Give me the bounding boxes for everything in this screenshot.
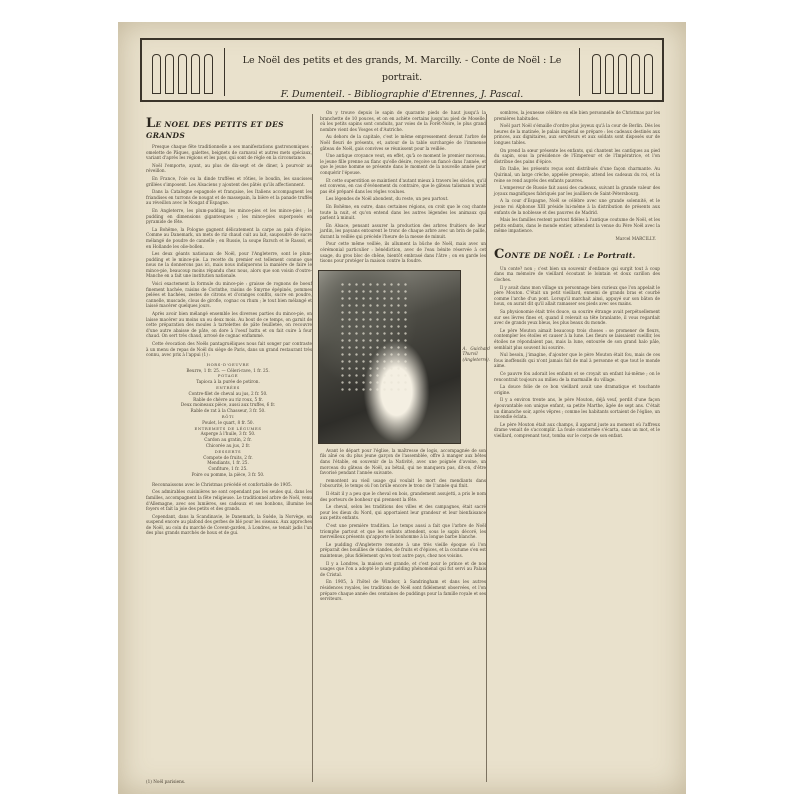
contents-line-2: F. Dumenteil. - Bibliographie d'Etrennes, J. Pascal. xyxy=(280,89,524,100)
paragraph: On prend la sœur présente les enfants, qui chantent les cantiques au pied du sapin, sous la présidence de l'Empereur et de l'Impératrice, et l'on distribue des pains d'épice. xyxy=(494,147,660,164)
paragraph: Et cette superstition se maintient d'autant mieux à travers les siècles, qu'il est convenu, en cas d'évènement du contraire, que le gâteau talisman n'avait pas été préparé dans les règles voulues. xyxy=(320,177,486,194)
masthead xyxy=(140,38,664,102)
caption: A. Guichard Thurvil (Angleterre). xyxy=(462,345,490,363)
paragraph: Sa physionomie était très douce, sa sourire étrange avait perpétuellement sur ses lèvres fines et, quand il relevait sa tête branlante, il vous regardait avec de grands yeux bleus, les plus beaux du monde. xyxy=(494,309,660,326)
paragraph: Noël part Noël s'émaille d'ordre plus joyeux qu'à la cour de Berlin. Dès les heures de la matinée, le palais impérial se prépare : les cadeaux destinés aux princes, aux dignitaires, aux serviteurs et aux soldats sont disposés sur de longues tables. xyxy=(494,123,660,145)
paragraph: En Bohême, en outre, dans certaines régions, on croit que le coq chante toute la nuit, et qu'on entend dans les autres légendes les animaux qui parlent à minuit. xyxy=(320,203,486,221)
paragraph: En 1905, à l'hôtel de Windsor, à Sandringham et dans les autres résidences royales, les traditions de Noël sont fidèlement observées, et l'on prépare chaque année des centaines de puddings pour la famille royale et ses serviteurs. xyxy=(320,579,486,602)
paragraph: Ces admirables cuisinières ne sont cependant pas les seules qui, dans les familles, accompagnent la fête religieuse. Le traditionnel arbre de Noël, venu d'Allemagne, avec ses lumières, ses cadeaux et ses bonbons, illumine les foyers et fait la joie des petits et des grands. xyxy=(146,489,312,512)
article-title: CONTE DE NOËL : Le Portrait. xyxy=(494,246,636,262)
paragraph: Le pudding d'Angleterre remonte à une très vieille époque où l'on préparait des bouillies de viandes, de fruits et d'épices, et la coutume s'en est maintenue, plus fidèlement qu'en tout autre pays, chez nos voisins. xyxy=(320,541,486,558)
paragraph: Les légendes de Noël abondent, du reste, un peu partout. xyxy=(326,196,449,202)
siege-menu: HORS-D'OEUVRE Beurre, 1 fr. 25. — Céleri-rave, 1 fr. 25. POTAGE Tapioca à la purée de potiron. ENTRÉES Contre-filet de cheval au jus, 2 fr. 50. Rable de chèvre au riz roux, 5 fr. Deux moineaux pièce, aussi aux truffes, 6 fr. Rable de rat à la Chasseur, 3 fr. 50. RÔTI Poulet, le quart, 8 fr. 50. ENTREMETS DE LÉGUMES Asperge à l'huile, 3 fr. 50. Cardon au gratin, 2 fr. Chicorée au jus, 2 fr. DESSERTS Compote de fruits, 2 fr. Mendiants, 1 fr. 25. Confiture, 1 fr. 25. Poire ou pomme, la pièce, 3 fr. 50. xyxy=(180,361,276,477)
paragraph: Il y a Londres, la maison est grande, et c'est pour le prince et de nos usages que l'on a adopté le plum-pudding phénoménal qui fut servi au Palais de Cristal. xyxy=(320,560,486,577)
paragraph: Noël l'emporte, ayant, au plus de dix-sept et de diner, à pourvoir au réveillon. xyxy=(146,162,312,174)
newspaper-page xyxy=(118,22,686,794)
paragraph: Reconnaissons avec le Christmas précédé et confortable de 1905. xyxy=(152,481,292,487)
paragraph: Une antique croyance veut, en effet, qu'à ce moment le premier morceau, le jeune fille prenne au flanc qu'elle désire, reçoive un fiancé dans l'année, et que le jeune homme se présente dans le moment de la nouvelle année pour conquérir l'épouse. xyxy=(320,153,486,175)
column-3 xyxy=(488,110,664,788)
article-title: LE NOEL DES PETITS ET DES GRANDS xyxy=(146,116,284,140)
paragraph: Pour cette même veillée, ils allument la bûche de Noël, mais avec un cérémonial particulier : bénédiction, avec de l'eau bénite réservée à cet usage, du gros bloc de chêne, bientôt embrasé dans l'âtre ; on en garde les tisons pour protéger la maison contre la foudre. xyxy=(320,241,486,264)
christmas-tree-illustration xyxy=(339,281,409,391)
contents-line-1: Le Noël des petits et des grands, M. Marcilly. - Conte de Noël : Le portrait. xyxy=(242,55,562,83)
paragraph: Nul besoin, j'imagine, d'ajouter que le père Mouton était fou, mais de ces fous inoffensifs qui n'ont jamais fait de mal à personne et que tout le monde aime. xyxy=(494,352,660,369)
paragraph: En France, l'oie ou la dinde truffées et rôties, le boudin, les saucisses grillées s'imposent. Les Alsaciens y ajoutent des pâtés qu'ils affectionnent. xyxy=(146,175,312,187)
paragraph: C'est une première tradition. Le temps aussi a fait que l'arbre de Noël triomphe partout et que les enfants attendent, sous le sapin décoré, les merveilleux présents qu'apporte le bonhomme à la longue barbe blanche. xyxy=(320,522,486,540)
column-2 xyxy=(314,110,490,788)
paragraph: Il y a environ trente ans, le père Mouton, déjà veuf, perdit d'une façon épouvantable son unique enfant, sa petite Marthe, âgée de sept ans. C'était un dimanche soir, après vêpres ; comme les habitants sortaient de l'église, un incendie éclata. xyxy=(494,397,660,420)
column-1 xyxy=(140,110,316,788)
paragraph: Le cheval, selon les traditions des villes et des campagnes, était sacré pour les dieux du Nord, qui apportaient leur grandeur et leur bienfaisance aux petits enfants. xyxy=(320,504,486,521)
paragraph: A la cour d'Espagne, Noël se célèbre avec une grande solennité, et le jeune roi Alphonse XIII préside lui-même à la distribution de présents aux enfants de la noblesse et des pauvres de Madrid. xyxy=(494,198,660,215)
paragraph: La Bohême, la Pologne gagnent délicatement la carpe au pain d'épice. Comme au Danemark, un mets de riz chaud cuit au lait, saupoudré de sucre mélangé de poudre de cannelle ; en Russie, la soupe Barsch et le Rassol, et en Hollande les olie-bollen. xyxy=(146,226,312,249)
paragraph: Au dehors de la capitale, c'est le même empressement devant l'arbre de Noël fleuri de présents, et, autour de la table surchargée de l'immense gâteau de Noël, gais convives se réunissent pour la veillée. xyxy=(320,134,486,151)
paragraph: Avant le départ pour l'église, la maîtresse de logis, accompagnée de son fils aîné ou du plus jeune garçon de l'assemblée, offre à manger aux bêtes dans l'étable, en souvenir de la Nativité, avec une poignée d'avoine, un morceau du gâteau de Noël, au bétail, qui ne manquera pas, dit-on, d'être favorisé pendant l'année suivante. xyxy=(320,447,486,476)
paragraph: En Italie, les présents reçus sont distribués d'une façon charmante. Au Quirinal, un large crèche, appelée presepio, attend les cadeaux du roi, et la reine se rend auprès des enfants pauvres. xyxy=(494,166,660,183)
paragraph: L'empereur de Russie fait aussi des cadeaux, suivant la grande valeur des joyaux magnifiques fabriqués par les joailliers de Saint-Pétersbourg. xyxy=(494,185,660,196)
paragraph: Les deux géants nationaux de Noël, pour l'Angleterre, sont le plum-pudding et le mince-pie. La recette du premier est tellement connue que nous ne la donnerons pas ici, mais nous indiquerons la manière de faire le mince-pie, beaucoup moins répandu chez nous, alors que son voisin d'outre-Manche en a fait une institution nationale. xyxy=(146,251,312,279)
paragraph: Presque chaque fête traditionnelle a ses manifestations gastronomiques : omelette de Pâques, galettes, beignets de carnaval et autres mets spéciaux, variant d'après les régions et les pays, qui sont de règle en la circonstance. xyxy=(146,144,312,161)
paragraph: Voici exactement la formule du mince-pie : graisse de rognons de boeuf finement hachée, raisins de Corinthe, raisins de Smyrne épépinés, pommes pelées et hachées, zestes de citrons et d'oranges confits, sucre en poudre, cannelle, muscade, clous de girofle, cognac ou rhum ; le tout bien mélangé et laissé macérer quelques jours. xyxy=(146,281,312,309)
contents-banner xyxy=(224,48,580,100)
paragraph: sombres, la jeunesse célèbre en elle bien personnelle de Christmas par les premières habitudes. xyxy=(494,110,660,121)
masthead-ornament-right xyxy=(586,46,658,94)
paragraph: Ce pauvre fou adorait les enfants et se croyait un enfant lui-même ; on le rencontrait toujours au milieu de la marmaille du village. xyxy=(494,370,660,382)
paragraph: Après avoir bien mélangé ensemble les diverses parties du mince-pie, on laisse macérer au moins un ou deux mois. Au bout de ce temps, on garnit de cette préparation des moules à tartelettes de pâte feuilletée, on recouvre d'une autre abaisse de pâte, on dore à l'oeuf battu et on fait cuire à four chaud. On sert très chaud, arrosé de cognac enflammé. xyxy=(146,311,312,339)
paragraph: Cependant, dans la Scandinavie, le Danemark, la Suède, la Norvège, on suspend encore au plafond des gerbes de blé pour les oiseaux. Aux approches de Noël, au coin du marché de Covent-garden, à Londres, se tenait jadis l'un des plus grands marchés de houx et de gui. xyxy=(146,513,312,536)
paragraph: Le père Mouton était aux champs, il apparut juste au moment où l'affreux drame venait de s'accomplir. La foule consternée s'écarta, sans un mot, et le vieillard, comprenant tout, tomba sur le corps de son enfant. xyxy=(494,421,660,438)
paragraph: Mais les familles restent partout fidèles à l'antique coutume de Noël, et les petits enfants, dans le monde entier, attendent la venue du Père Noël avec la même impatience. xyxy=(494,217,660,234)
paragraph: Il était il y a peu que le cheval en bois, grandement assujetti, a pris le nom des porteurs de bonheur qui prennent la fête. xyxy=(320,491,486,502)
paragraph: Le père Mouton aimait beaucoup trois choses : se promener de fleurs, contempler les étoiles et causer à la lune. Les fleurs se laissaient cueillir, les étoiles ne répondaient pas, mais la lune, entourée de son grand halo pâle, semblait plus souvent lui sourire. xyxy=(494,327,660,350)
paragraph: Dans la Catalogne espagnole et française, les Italiens accompagnent les friandises en turrons de nougat et de massepain, la bière et la panade truffés au réveillon avec le Nougat d'Espagne. xyxy=(146,189,312,206)
nativity-engraving xyxy=(318,270,461,444)
paragraph: Un conte? non ; c'est bien un souvenir d'enfance qui surgit tout à coup dans ma mémoire de vieillard écoutant le lointain et doux carillon des cloches. xyxy=(494,265,660,283)
paragraph: Cette évocation des Noëls pantagruéliques nous fait songer par contraste à un menu de repas de Noël du siège de Paris, dans un grand restaurant très connu, avec prix à l'appui (1) : xyxy=(146,341,312,358)
footnote: (1) Noël parisiens. xyxy=(146,779,186,784)
paragraph: remontent au vieil usage qui voulait le mort des mendiants dans l'obscurité, le temps où l'on brûle encore le tronc de 1'année qui finit. xyxy=(320,477,486,489)
paragraph: En Angleterre, les plum-pudding, les mince-pies et les mince-pies ; le pudding en dimensions gigantesques ; les mince-pies superposés en pyramide de fête. xyxy=(146,207,312,225)
paragraph: On y trouve depuis le sapin de quarante pieds de haut jusqu'à la branchette de 10 pouces, et on en achète certains jusqu'au pied de Moselle, où les petits sapins sont conduits, par voies de la Forêt-Noire, le plus grand nombre vient des Vosges et d'Autriche. xyxy=(320,110,486,132)
paragraph: En Alsace, pensant assurer la production des arbres fruitiers de leur jardin, les paysans entourent le tronc de chaque arbre avec un brin de paille, durant la veillée qui précède l'heure de la messe de minuit. xyxy=(320,222,486,239)
masthead-ornament-left xyxy=(146,46,218,94)
paragraph: Il y avait dans mon village un personnage bien curieux que l'on appelait le père Mouton. C'était un petit vieillard, ennemi de grands bras et courbé comme l'arche d'un pont. Lorsqu'il marchait ainsi, appuyé sur son bâton de houx, on aurait dit qu'il allait ramasser ses pieds avec ses mains. xyxy=(494,284,660,307)
author-signature: Marcel MARCILLY. xyxy=(615,235,656,241)
paragraph: La douce folie de ce bon vieillard avait une dramatique et touchante origine. xyxy=(494,384,660,395)
